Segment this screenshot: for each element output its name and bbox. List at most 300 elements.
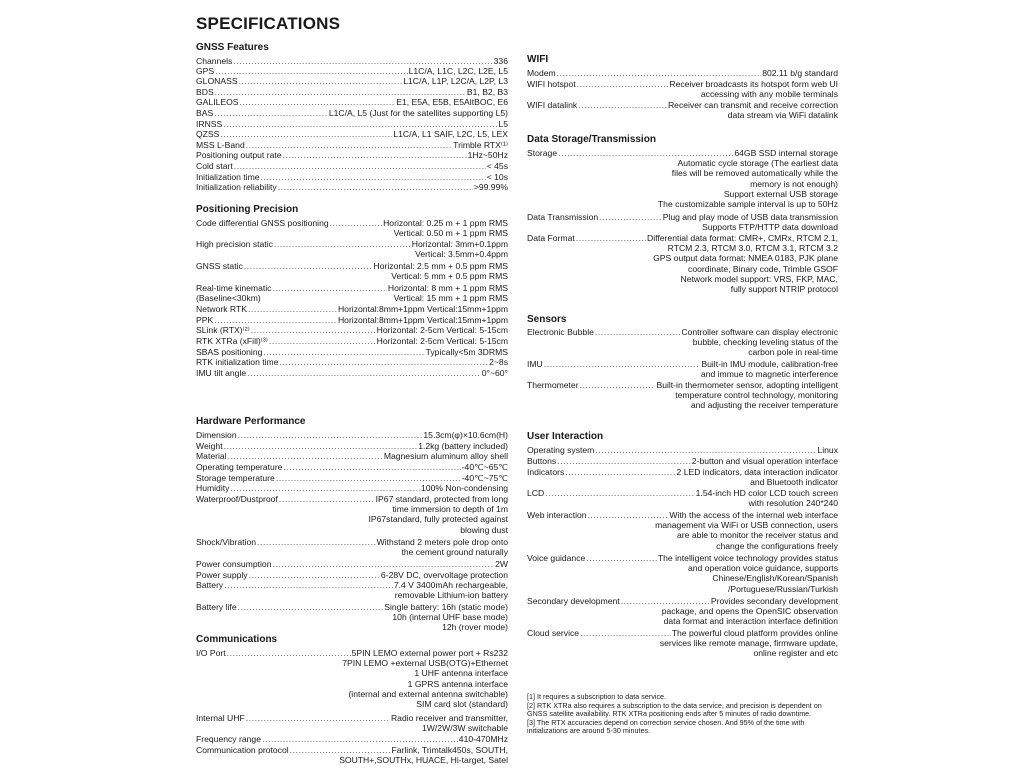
dot-leader [272,283,386,293]
spec-row-first-line [196,713,508,723]
spec-label: WIFI datalink [527,100,578,110]
section-heading-gnss-features: GNSS Features [196,42,269,53]
spec-row-high-precision-static [196,239,508,259]
spec-label: Storage temperature [196,473,275,483]
spec-row-first-line [196,172,508,182]
dot-leader [230,483,420,493]
spec-row-initialization-time [196,172,508,182]
spec-row-first-line [196,261,508,271]
spec-row-first-line [527,327,838,337]
spec-value-continued: IP67standard, fully protected against [368,514,508,525]
spec-label: Thermometer [527,380,579,390]
dot-leader [557,456,691,466]
dot-leader [279,357,488,367]
dot-leader [249,570,380,580]
spec-value: Receiver can transmit and receive correction [667,100,838,110]
spec-row-channels [196,56,508,66]
spec-value-continued: and Bluetooth indicator [750,477,838,488]
spec-value: 2 LED indicators, data interaction indicator [676,467,838,477]
spec-row-glonass [196,76,508,86]
spec-value: Horizontal: 3mm+0.1ppm [411,239,508,249]
dot-leader [595,327,680,337]
spec-value: The powerful cloud platform provides online [671,628,838,638]
dot-leader [227,648,351,658]
dot-leader [330,218,382,228]
spec-value: Single battery: 16h (static mode) [384,602,508,612]
spec-label: SLink (RTX)⁽²⁾ [196,325,250,335]
spec-value-continued: (internal and external antenna switchable) [348,688,508,699]
spec-row-lcd [527,488,838,508]
spec-value: Built-in IMU module, calibration-free [701,359,838,369]
spec-row-bds [196,87,508,97]
spec-value: Horizontal: 0.25 m + 1 ppm RMS [383,218,508,228]
spec-value: Provides secondary development [710,596,838,606]
spec-label: QZSS [196,129,220,139]
spec-row-power-consumption [196,559,508,569]
dot-leader [557,68,762,78]
spec-label: Battery [196,580,224,590]
spec-value: E1, E5A, E5B, E5AltBOC, E6 [396,97,508,107]
spec-row-first-line [196,293,508,303]
spec-label: Battery life [196,602,237,612]
dot-leader [283,462,460,472]
spec-row-first-line [196,325,508,335]
spec-row-first-line [527,212,838,222]
spec-label: MSS L-Band [196,140,245,150]
spec-label: SBAS positioning [196,347,263,357]
spec-value: 1.2kg (battery included) [418,441,508,451]
spec-row-first-line [527,510,838,520]
spec-label: I/O Port [196,648,226,658]
spec-value-continued: and immue to magnetic interference [700,369,838,380]
spec-value: 64GB SSD internal storage [734,148,838,158]
dot-leader [247,368,481,378]
footnotes [527,693,839,736]
spec-value-continued: fully support NTRIP protocol [730,284,838,295]
dot-leader [586,553,657,563]
spec-value: 2-button and visual operation interface [691,456,838,466]
spec-label: Positioning output rate [196,150,282,160]
spec-value-continued: time immersion to depth of 1m [392,504,508,515]
spec-label: Communication protocol [196,745,289,755]
spec-label: Real-time kinematic [196,283,272,293]
dot-leader [576,233,646,243]
dot-leader [224,580,393,590]
spec-value: Horizontal: 2-5cm Vertical: 5-15cm [376,336,508,346]
dot-leader [248,304,337,314]
spec-value: Horizontal:8mm+1ppm Vertical:15mm+1ppm [337,315,508,325]
spec-row-electronic-bubble [527,327,838,358]
spec-value: 100% Non-condensing [421,483,508,493]
spec-value-continued: memory is not enough) [750,178,838,189]
spec-label: (Baseline<30km) [196,293,261,303]
spec-label: IMU [527,359,543,369]
spec-value: Differential data format: CMR+, CMRx, RTCM 2.1, [647,233,838,243]
spec-row-i-o-port [196,648,508,709]
dot-leader [224,441,418,451]
spec-value-continued: blowing dust [460,524,508,535]
section-heading-positioning-precision: Positioning Precision [196,204,299,215]
spec-label: BDS [196,87,214,97]
spec-value: >99.99% [473,182,508,192]
spec-row-first-line [196,648,508,658]
spec-value: Trimble RTX⁽¹⁾ [453,140,508,150]
spec-value: The intelligent voice technology provides status [657,553,838,563]
spec-label: Initialization reliability [196,182,277,192]
spec-row-first-line [196,140,508,150]
spec-value-continued: RTCM 2.3, RTCM 3.0, RTCM 3.1, RTCM 3.2 [667,243,838,254]
spec-value: -40℃~75℃ [461,473,508,483]
spec-row-first-line [196,357,508,367]
spec-row-first-line [196,734,508,744]
spec-value-continued: accessing with any mobile terminals [700,89,838,100]
spec-row-irnss [196,119,508,129]
spec-value: 1.54-inch HD color LCD touch screen [695,488,838,498]
spec-label: Channels [196,56,233,66]
spec-value-continued: Support external USB storage [723,188,838,199]
spec-value: Typically<5m 3DRMS [425,347,508,357]
spec-row-indicators [527,467,838,487]
spec-row-gps [196,66,508,76]
spec-row-waterproof-dustproof [196,494,508,535]
spec-value: 7.4 V 3400mAh rechargeable, [393,580,508,590]
spec-row-first-line [527,596,838,606]
spec-label: High precision static [196,239,273,249]
spec-row-first-line [196,347,508,357]
dot-leader [595,445,816,455]
dot-leader [279,494,375,504]
spec-row-first-line [196,430,508,440]
dot-leader [544,359,701,369]
spec-value: 15.3cm(φ)×10.6cm(H) [423,430,508,440]
spec-label: Modem [527,68,556,78]
spec-label: RTK XTRa (xFill)⁽³⁾ [196,336,268,346]
spec-value: IP67 standard, protected from long [375,494,508,504]
dot-leader [261,172,486,182]
spec-value: 5PIN LEMO external power port + Rs232 [351,648,508,658]
spec-row-operating-system [527,445,838,455]
dot-leader [290,745,391,755]
dot-leader [272,559,494,569]
spec-value: Plug and play mode of USB data transmission [662,212,838,222]
dot-leader [276,473,461,483]
spec-row-first-line [196,161,508,171]
spec-row-first-line [196,441,508,451]
spec-row-imu-tilt-angle [196,368,508,378]
spec-value-continued: SIM card slot (standard) [416,699,508,710]
spec-value-continued: /Portuguese/Russian/Turkish [727,583,838,594]
dot-leader [577,79,669,89]
spec-label: Secondary development [527,596,620,606]
section-heading-data-storage-transmission: Data Storage/Transmission [527,134,656,145]
spec-value: 2~8s [489,357,508,367]
spec-value-continued: and adjusting the receiver temperature [690,400,838,411]
spec-row-first-line [196,108,508,118]
spec-row-first-line [196,283,508,293]
dot-leader [244,261,373,271]
spec-value: < 45s [486,161,508,171]
spec-row-mss-l-band [196,140,508,150]
spec-value: Built-in thermometer sensor, adopting intelligent [656,380,838,390]
dot-leader [580,380,656,390]
section-heading-communications: Communications [196,634,278,645]
spec-label: GLONASS [196,76,238,86]
spec-value: Linux [817,445,838,455]
spec-label: WIFI hotspot [527,79,576,89]
dot-leader [283,150,467,160]
spec-label: GALILEOS [196,97,239,107]
spec-row-first-line [196,119,508,129]
footnote-2: [2] RTK XTRa also requires a subscription to the data service, and precision is dependent on GNSS satellite availability. RTK XTRa positioning ends after 5 minutes of radio downtime. [527,700,822,719]
spec-value-continued: Vertical: 3.5mm+0.4ppm [415,249,508,260]
spec-row-baseline-30km [196,293,508,303]
spec-row-bas [196,108,508,118]
spec-value: L1C/A, L1 SAIF, L2C, L5, LEX [393,129,508,139]
dot-leader [220,129,392,139]
spec-row-web-interaction [527,510,838,551]
spec-label: Network RTK [196,304,247,314]
spec-value: Magnesium aluminum alloy shell [383,451,508,461]
spec-row-communication-protocol [196,745,508,765]
spec-label: Material [196,451,227,461]
spec-row-first-line [196,87,508,97]
spec-label: Indicators [527,467,565,477]
spec-value-continued: Vertical: 0.50 m + 1 ppm RMS [393,228,508,239]
footnote-3: [3] The RTX accuracies depend on correction service chosen. And 95% of the time with initializations are around 5-30 minutes. [527,717,805,736]
spec-row-first-line [196,129,508,139]
spec-label: GPS [196,66,215,76]
dot-leader [580,628,671,638]
spec-value: Horizontal: 2.5 mm + 0.5 ppm RMS [373,261,508,271]
spec-row-first-line [196,218,508,228]
dot-leader [214,108,328,118]
spec-row-first-line [196,473,508,483]
spec-value: Radio receiver and transmitter, [390,713,508,723]
spec-value-continued: removable Lithium-ion battery [394,590,508,601]
spec-value-continued: change the configurations freely [716,540,838,551]
spec-label: Operating temperature [196,462,283,472]
spec-row-first-line [527,79,838,89]
spec-row-first-line [196,537,508,547]
dot-leader [240,97,396,107]
spec-label: Electronic Bubble [527,327,594,337]
spec-row-first-line [196,462,508,472]
spec-row-wifi-hotspot [527,79,838,99]
spec-row-first-line [196,56,508,66]
spec-label: Cloud service [527,628,580,638]
spec-row-humidity [196,483,508,493]
spec-row-first-line [527,488,838,498]
spec-value-continued: data format and interaction interface definition [663,616,838,627]
dot-leader [215,87,466,97]
spec-row-rtk-initialization-time [196,357,508,367]
dot-leader [238,430,423,440]
dot-leader [545,488,694,498]
spec-row-first-line [527,456,838,466]
spec-value-continued: GPS output data format: NMEA 0183, PJK plane [653,253,838,264]
dot-leader [257,537,376,547]
dot-leader [246,140,452,150]
spec-row-first-line [196,494,508,504]
spec-value: 0°~60° [481,368,508,378]
spec-row-first-line [527,467,838,477]
spec-value-continued: 1W/2W/3W switchable [422,723,508,734]
spec-value: -40℃~65℃ [461,462,508,472]
spec-row-shock-vibration [196,537,508,557]
spec-row-storage [527,148,838,209]
section-heading-hardware-performance: Hardware Performance [196,416,306,427]
spec-label: IMU tilt angle [196,368,247,378]
spec-row-first-line [527,628,838,638]
spec-value: Horizontal:8mm+1ppm Vertical:15mm+1ppm [337,304,508,314]
spec-row-first-line [527,148,838,158]
spec-label: Data Transmission [527,212,599,222]
spec-label: LCD [527,488,545,498]
spec-row-battery-life [196,602,508,633]
spec-row-positioning-output-rate [196,150,508,160]
spec-row-first-line [196,304,508,314]
spec-row-first-line [196,451,508,461]
spec-row-voice-guidance [527,553,838,594]
spec-value: Horizontal: 8 mm + 1 ppm RMS [387,283,508,293]
spec-row-data-transmission [527,212,838,232]
spec-row-operating-temperature [196,462,508,472]
spec-value-continued: Automatic cycle storage (The earliest data [677,158,838,169]
spec-label: GNSS static [196,261,243,271]
spec-row-material [196,451,508,461]
spec-value-continued: coordinate, Binary code, Trimble GSOF [688,263,838,274]
spec-row-modem [527,68,838,78]
spec-value-continued: files will be removed automatically while the [671,168,838,179]
spec-row-first-line [527,100,838,110]
spec-label: Voice guidance [527,553,586,563]
spec-row-first-line [196,150,508,160]
spec-value: 6-28V DC, overvoltage protection [380,570,508,580]
spec-label: PPK [196,315,214,325]
dot-leader [234,161,486,171]
spec-row-data-format [527,233,838,294]
spec-value-continued: temperature control technology, monitoring [675,390,838,401]
dot-leader [621,596,710,606]
dot-leader [233,56,492,66]
spec-value: Withstand 2 meters pole drop onto [376,537,508,547]
spec-label: RTK initialization time [196,357,279,367]
spec-value-continued: the cement ground naturally [401,547,508,558]
dot-leader [558,148,733,158]
dot-leader [246,713,390,723]
page-title: SPECIFICATIONS [196,14,341,33]
spec-label: Power consumption [196,559,272,569]
spec-row-first-line [196,336,508,346]
spec-row-first-line [196,559,508,569]
spec-value-continued: 1 GPRS antenna interface [407,678,508,689]
spec-row-gnss-static [196,261,508,281]
spec-label: Web interaction [527,510,587,520]
spec-label: Storage [527,148,558,158]
spec-value: 802.11 b/g standard [762,68,838,78]
spec-row-slink-rtx [196,325,508,335]
dot-leader [599,212,662,222]
spec-label: Initialization time [196,172,260,182]
spec-value: 2W [495,559,508,569]
spec-value-continued: 7PIN LEMO +external USB(OTG)+Ethernet [342,658,508,669]
dot-leader [228,451,383,461]
spec-row-code-differential-gnss-positioning [196,218,508,238]
section-heading-wifi: WIFI [527,54,549,65]
spec-row-cold-start [196,161,508,171]
spec-value-continued: with resolution 240*240 [748,498,838,509]
dot-leader [262,734,458,744]
spec-row-first-line [196,315,508,325]
spec-value-continued: are able to monitor the receiver status and [677,530,838,541]
spec-row-first-line [527,445,838,455]
spec-label: Power supply [196,570,248,580]
spec-row-first-line [527,68,838,78]
spec-value: B1, B2, B3 [466,87,508,97]
spec-label: Cold start [196,161,233,171]
spec-value: L1C/A, L5 (Just for the satellites supporting L5) [328,108,508,118]
spec-value-continued: and operation voice guidance, supports [687,563,838,574]
spec-row-real-time-kinematic [196,283,508,293]
spec-value-continued: bubble, checking leveling status of the [692,337,838,348]
spec-row-first-line [196,602,508,612]
spec-value-continued: Supports FTP/HTTP data download [702,222,838,233]
dot-leader [238,602,384,612]
dot-leader [588,510,669,520]
spec-row-weight [196,441,508,451]
spec-row-first-line [196,182,508,192]
spec-label: Weight [196,441,223,451]
dot-leader [239,76,403,86]
spec-row-imu [527,359,838,379]
spec-value-continued: 1 UHF antenna interface [414,668,508,679]
spec-row-first-line [527,553,838,563]
section-heading-sensors: Sensors [527,314,567,325]
spec-row-first-line [196,368,508,378]
spec-row-secondary-development [527,596,838,627]
spec-value-continued: Vertical: 5 mm + 0.5 ppm RMS [391,271,508,282]
spec-row-first-line [196,745,508,755]
spec-value-continued: Network model support: VRS, FKP, MAC, [680,273,838,284]
dot-leader [251,325,376,335]
spec-row-power-supply [196,570,508,580]
spec-row-initialization-reliability [196,182,508,192]
dot-leader [215,66,407,76]
section-heading-user-interaction: User Interaction [527,431,604,442]
spec-value-continued: Chinese/English/Korean/Spanish [712,573,838,584]
spec-label: Buttons [527,456,557,466]
spec-row-wifi-datalink [527,100,838,120]
spec-row-cloud-service [527,628,838,659]
dot-leader [269,336,376,346]
spec-row-first-line [196,239,508,249]
spec-value-continued: The customizable sample interval is up to 50Hz [657,199,838,210]
dot-leader [578,100,667,110]
spec-row-first-line [196,483,508,493]
spec-label: Operating system [527,445,595,455]
spec-label: Shock/Vibration [196,537,257,547]
spec-row-thermometer [527,380,838,411]
spec-value-continued: package, and opens the OpenSIC observation [661,606,838,617]
spec-label: Code differential GNSS positioning [196,218,329,228]
spec-row-network-rtk [196,304,508,314]
dot-leader [274,239,411,249]
spec-row-dimension [196,430,508,440]
spec-value-continued: services like remote manage, firmware update, [659,638,838,649]
spec-label: Dimension [196,430,237,440]
spec-value: Receiver broadcasts its hotspot form web UI [669,79,838,89]
spec-value: 410-470MHz [458,734,508,744]
